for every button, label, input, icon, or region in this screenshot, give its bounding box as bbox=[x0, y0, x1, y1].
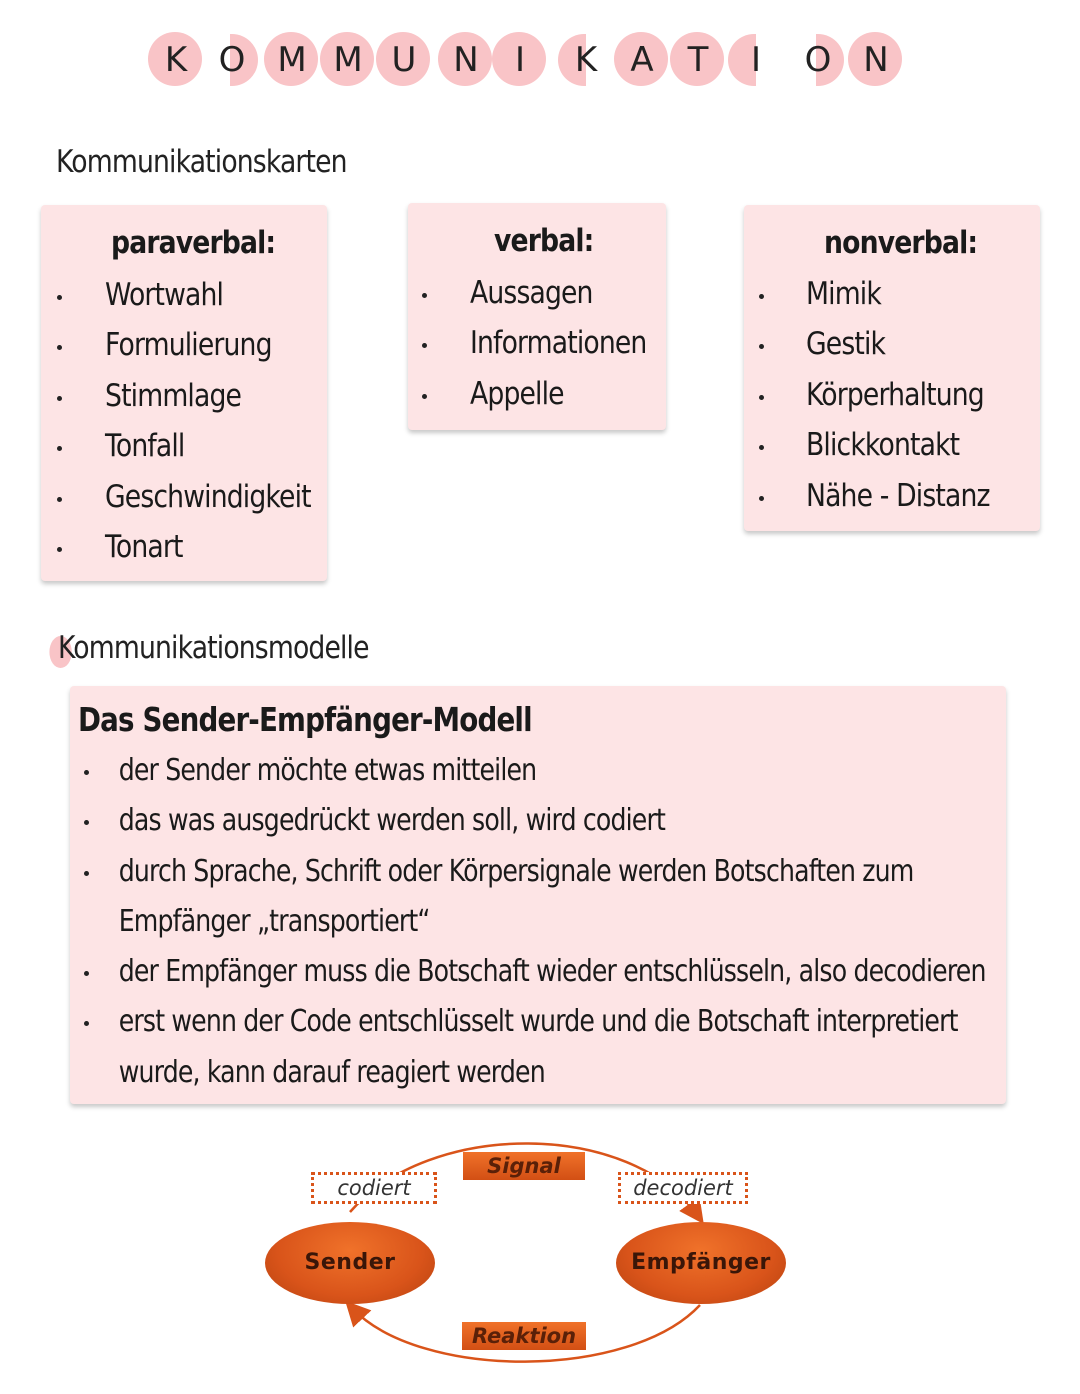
card-nonverbal: nonverbal: Mimik Gestik Körperhaltung Blickkontakt Nähe - Distanz bbox=[744, 205, 1040, 531]
title-letter: K bbox=[558, 32, 614, 88]
list-item: erst wenn der Code entschlüsselt wurde und die Botschaft interpretiert wurde, kann darauf reagiert werden bbox=[70, 997, 1080, 1098]
title-letter: K bbox=[148, 32, 204, 88]
card-title: paraverbal: bbox=[111, 225, 276, 261]
section-heading-models: Kommunikationsmodelle bbox=[58, 630, 369, 666]
title-letter: M bbox=[264, 32, 320, 88]
card-paraverbal: paraverbal: Wortwahl Formulierung Stimmlage Tonfall Geschwindigkeit Tonart bbox=[41, 205, 327, 581]
reaction-label: Reaktion bbox=[462, 1322, 586, 1350]
encode-label: codiert bbox=[311, 1172, 437, 1204]
title-letter: O bbox=[790, 32, 846, 88]
model-box bbox=[70, 686, 1006, 1104]
card-verbal: verbal: Aussagen Informationen Appelle bbox=[408, 203, 666, 430]
sender-receiver-diagram bbox=[250, 1130, 810, 1380]
section-heading-cards: Kommunikationskarten bbox=[56, 144, 347, 180]
title-letter: N bbox=[438, 32, 494, 88]
title-letter: N bbox=[848, 32, 904, 88]
model-list bbox=[70, 746, 1080, 1098]
title-letter: I bbox=[728, 32, 784, 88]
title-letter: U bbox=[376, 32, 432, 88]
title-letter: T bbox=[670, 32, 726, 88]
model-title: Das Sender-Empfänger-Modell bbox=[78, 700, 532, 739]
title-letter: M bbox=[320, 32, 376, 88]
decode-label: decodiert bbox=[618, 1172, 748, 1204]
receiver-node: Empfänger bbox=[616, 1222, 786, 1304]
list-item: durch Sprache, Schrift oder Körpersignale werden Botschaften zum Empfänger „transportiert“ bbox=[70, 847, 1080, 948]
page-title bbox=[148, 28, 908, 92]
title-letter: I bbox=[492, 32, 548, 88]
card-title: verbal: bbox=[494, 223, 594, 259]
list-item: der Empfänger muss die Botschaft wieder entschlüsseln, also decodieren bbox=[70, 947, 1080, 997]
card-title: nonverbal: bbox=[824, 225, 978, 261]
list-item: das was ausgedrückt werden soll, wird codiert bbox=[70, 796, 1080, 846]
title-letter: A bbox=[614, 32, 670, 88]
sender-node: Sender bbox=[265, 1222, 435, 1304]
title-letter: O bbox=[204, 32, 260, 88]
signal-label: Signal bbox=[463, 1152, 585, 1180]
list-item: der Sender möchte etwas mitteilen bbox=[70, 746, 1080, 796]
